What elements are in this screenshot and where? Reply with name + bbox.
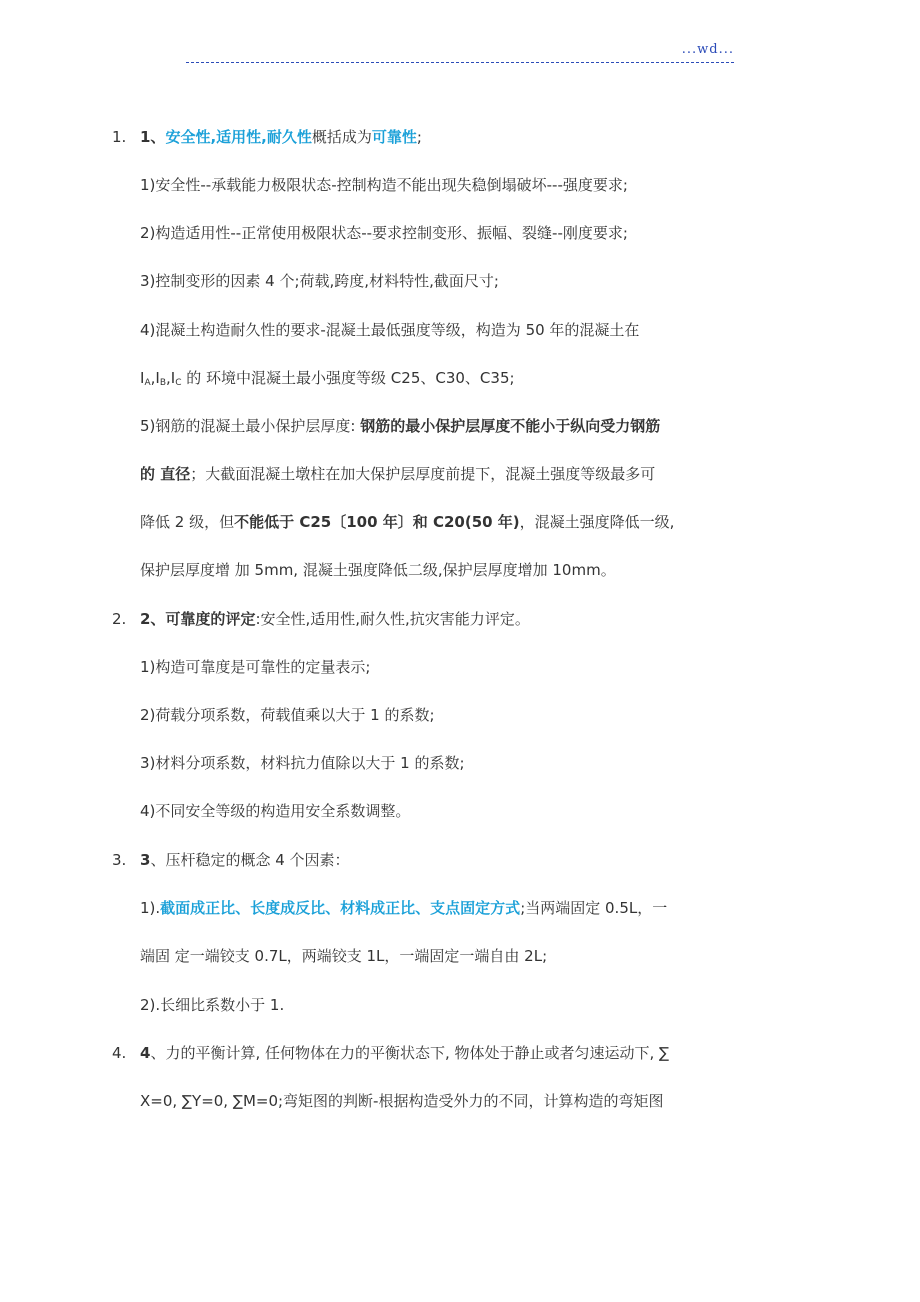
list-number-3: 3.: [112, 851, 127, 869]
item-4-title-rest: 、力的平衡计算, 任何物体在力的平衡状态下, 物体处于静止或者匀速运动下, ∑: [150, 1044, 670, 1062]
item-3-line-1-c: ;当两端固定 0.5L，一: [520, 899, 668, 917]
sub-c: C: [175, 378, 182, 388]
item-1-end: ;: [416, 128, 422, 146]
item-1-line-5: [140, 366, 515, 393]
list-number-2: 2.: [112, 610, 127, 628]
item-2-title-bold: 2、可靠度的评定: [140, 610, 256, 628]
item-3-keywords: 截面成正比、长度成反比、材料成正比、支点固定方式: [160, 899, 521, 917]
item-2-title-rest: :安全性,适用性,耐久性,抗灾害能力评定。: [255, 610, 530, 628]
item-1-line-7-rest: ；大截面混凝土墩柱在加大保护层厚度前提下，混凝土强度等级最多可: [190, 465, 656, 483]
item-1-line-7-bold: 的 直径: [140, 465, 191, 483]
item-1-line-9: 保护层厚度增 加 5mm, 混凝土强度降低二级,保护层厚度增加 10mm。: [140, 561, 616, 579]
item-3-line-1-a: 1).: [140, 899, 161, 917]
page-header: [186, 40, 734, 63]
item-1-line-8-a: 降低 2 级，但: [140, 513, 235, 531]
item-3-title-rest: 、压杆稳定的概念 4 个因素：: [150, 851, 350, 869]
item-3-title: [140, 848, 350, 872]
item-2-line-3: 3)材料分项系数，材料抗力值除以大于 1 的系数;: [140, 754, 465, 772]
list-number-1: 1.: [112, 128, 127, 146]
item-1-line-8: [140, 510, 674, 534]
keyword-applicability: 适用性: [216, 128, 262, 146]
item-1-line-8-bold: 不能低于 C25〔100 年〕和 C20(50 年): [234, 513, 520, 531]
item-3-line-1: [140, 896, 667, 920]
header-mark: ...wd...: [681, 42, 734, 57]
item-1-line-6: [140, 414, 660, 438]
env-I: I: [140, 369, 145, 387]
item-3-line-2: 端固 定一端铰支 0.7L，两端铰支 1L，一端固定一端自由 2L;: [140, 947, 548, 965]
list-number-4: 4.: [112, 1044, 127, 1062]
sub-a: A: [144, 378, 151, 388]
item-1-mid: 概括成为: [311, 128, 372, 146]
item-1-title: [140, 125, 422, 149]
item-1-line-3: 3)控制变形的因素 4 个;荷载,跨度,材料特性,截面尺寸;: [140, 272, 499, 290]
item-1-line-1: 1)安全性--承载能力极限状态-控制构造不能出现失稳倒塌破坏---强度要求;: [140, 176, 628, 194]
sep: ,: [261, 128, 267, 146]
keyword-durability: 耐久性: [266, 128, 312, 146]
item-1-line-6-bold: 钢筋的最小保护层厚度不能小于纵向受力钢筋: [360, 417, 661, 435]
item-1-line-7: [140, 462, 655, 486]
item-4-title-bold: 4: [140, 1044, 151, 1062]
item-2-title: [140, 607, 530, 631]
item-1-line-5-rest: 的 环境中混凝土最小强度等级 C25、C30、C35;: [181, 369, 515, 387]
item-1-line-2: 2)构造适用性--正常使用极限状态--要求控制变形、振幅、裂缝--刚度要求;: [140, 224, 628, 242]
env-I: ,I: [166, 369, 176, 387]
item-1-line-6-a: 5)钢筋的混凝土最小保护层厚度:: [140, 417, 361, 435]
item-2-line-1: 1)构造可靠度是可靠性的定量表示;: [140, 658, 371, 676]
keyword-safety: 安全性: [165, 128, 211, 146]
env-I: ,I: [150, 369, 160, 387]
item-4-line-1: X=0, ∑Y=0, ∑M=0;弯矩图的判断-根据构造受外力的不同，计算构造的弯矩图: [140, 1092, 664, 1110]
item-2-line-2: 2)荷载分项系数，荷载值乘以大于 1 的系数;: [140, 706, 435, 724]
keyword-reliability: 可靠性: [371, 128, 417, 146]
item-1-line-4: 4)混凝土构造耐久性的要求-混凝土最低强度等级，构造为 50 年的混凝土在: [140, 321, 640, 339]
sub-b: B: [159, 378, 166, 388]
item-1-prefix: 1、: [140, 128, 166, 146]
item-3-line-3: 2).长细比系数小于 1.: [140, 996, 285, 1014]
item-4-title: [140, 1041, 669, 1065]
item-3-title-bold: 3: [140, 851, 151, 869]
item-2-line-4: 4)不同安全等级的构造用安全系数调整。: [140, 802, 411, 820]
item-1-line-8-c: ，混凝土强度降低一级,: [519, 513, 675, 531]
sep: ,: [210, 128, 217, 146]
